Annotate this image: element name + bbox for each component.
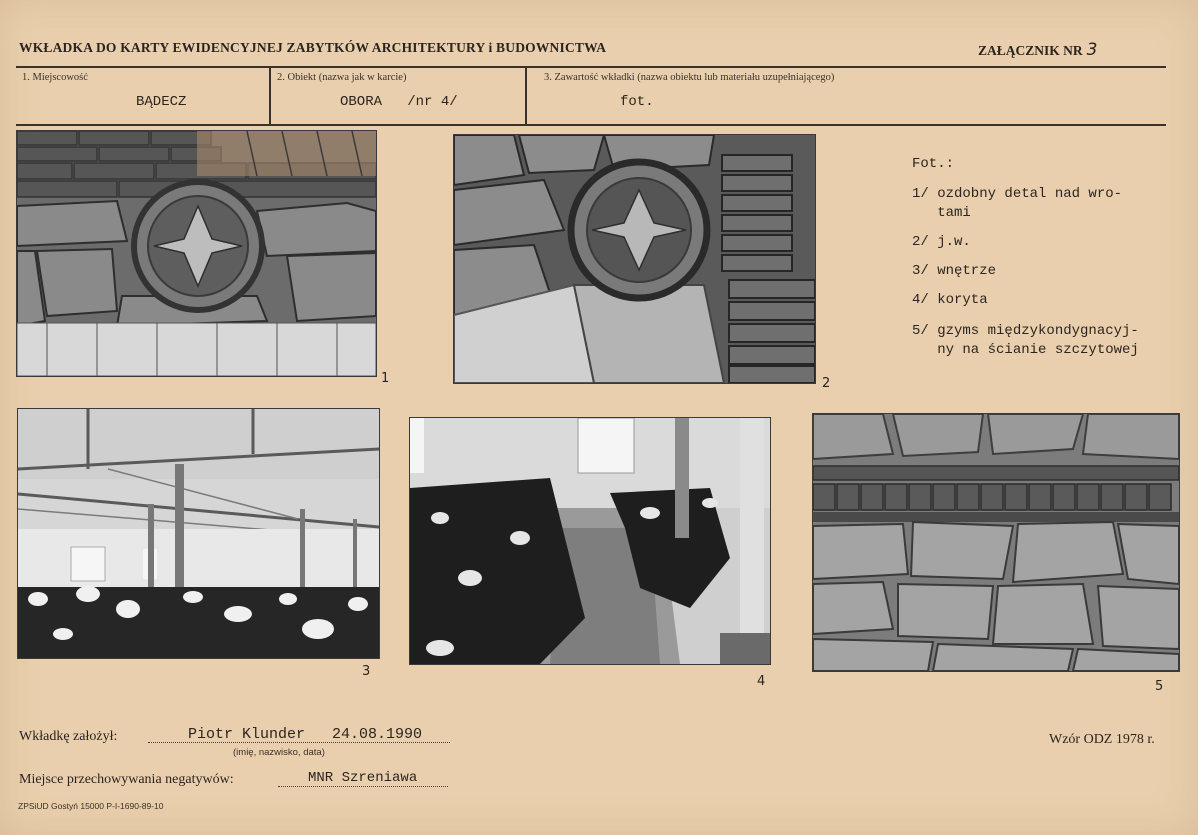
description-line-3: 3/ wnętrze xyxy=(912,263,997,279)
description-line-5b: ny na ścianie szczytowej xyxy=(912,342,1139,358)
annex-label-text: ZAŁĄCZNIK NR xyxy=(978,43,1083,58)
photo-5-image xyxy=(813,414,1179,671)
field-divider-2 xyxy=(525,67,527,124)
header-rule-bottom xyxy=(16,124,1166,126)
field-divider-1 xyxy=(269,67,271,124)
template-label: Wzór ODZ 1978 r. xyxy=(1049,732,1155,747)
annex-number: 3 xyxy=(1086,40,1098,60)
photo-5-number: 5 xyxy=(1155,679,1164,694)
photo-1-ornamental-detail xyxy=(16,130,377,377)
photo-4-image xyxy=(410,418,770,664)
photo-4-troughs xyxy=(409,417,771,665)
photo-1-number: 1 xyxy=(381,371,390,386)
photo-2-image xyxy=(454,135,815,383)
photo-1-image xyxy=(17,131,376,376)
created-by-hint: (imię, nazwisko, data) xyxy=(233,747,325,758)
description-line-5: 5/ gzyms międzykondygnacyj- xyxy=(912,323,1139,339)
locality-label: 1. Miejscowość xyxy=(22,72,88,83)
negatives-storage-label: Miejsce przechowywania negatywów: xyxy=(19,772,234,787)
object-label: 2. Obiekt (nazwa jak w karcie) xyxy=(277,72,407,83)
contents-value: fot. xyxy=(620,94,654,110)
negatives-storage-line xyxy=(278,786,448,787)
description-line-2: 2/ j.w. xyxy=(912,234,971,250)
description-line-1b: tami xyxy=(912,205,971,221)
photo-3-image xyxy=(18,409,379,658)
object-value: OBORA /nr 4/ xyxy=(340,94,458,110)
photo-5-cornice xyxy=(812,413,1180,672)
photo-2-number: 2 xyxy=(822,376,831,391)
description-heading: Fot.: xyxy=(912,156,955,172)
negatives-storage-value: MNR Szreniawa xyxy=(308,770,418,786)
header-rule-top xyxy=(16,66,1166,68)
photo-3-interior xyxy=(17,408,380,659)
annex-label xyxy=(978,40,1097,60)
description-line-4: 4/ koryta xyxy=(912,292,988,308)
photo-2-detail-closeup xyxy=(453,134,816,384)
contents-label: 3. Zawartość wkładki (nazwa obiektu lub materiału uzupełniającego) xyxy=(544,72,835,83)
print-info: ZPSiUD Gostyń 15000 P-I-1690-89-10 xyxy=(18,801,164,811)
locality-value: BĄDECZ xyxy=(136,94,187,110)
created-by-label: Wkładkę założył: xyxy=(19,729,118,744)
photo-3-number: 3 xyxy=(362,664,371,679)
created-by-value: Piotr Klunder 24.08.1990 xyxy=(188,726,423,743)
card-title: WKŁADKA DO KARTY EWIDENCYJNEJ ZABYTKÓW ARCHITEKTURY i BUDOWNICTWA xyxy=(19,40,607,55)
description-line-1: 1/ ozdobny detal nad wro- xyxy=(912,186,1123,202)
photo-4-number: 4 xyxy=(757,674,766,689)
